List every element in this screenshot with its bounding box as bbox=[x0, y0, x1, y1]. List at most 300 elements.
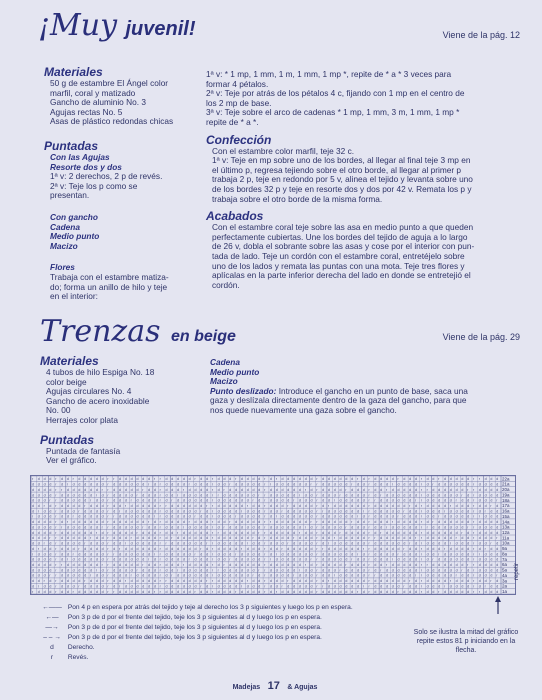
stitch-symbol: d bbox=[490, 589, 493, 594]
stitch-symbol: d bbox=[304, 482, 307, 487]
stitch-symbol: r bbox=[119, 584, 121, 589]
stitch-symbol: d bbox=[223, 509, 226, 514]
stitch-symbol: d bbox=[351, 584, 354, 589]
stitch-symbol: r bbox=[119, 509, 121, 514]
stitch-symbol: d bbox=[403, 498, 406, 503]
stitch-symbol: d bbox=[119, 530, 122, 535]
stitch-symbol: d bbox=[339, 525, 342, 530]
stitch-symbol: d bbox=[275, 541, 278, 546]
stitch-symbol: d bbox=[380, 589, 383, 594]
stitch-symbol: d bbox=[223, 541, 226, 546]
stitch-symbol: d bbox=[275, 525, 278, 530]
stitch-symbol: r bbox=[385, 525, 388, 530]
stitch-symbol: r bbox=[420, 579, 422, 584]
stitch-symbol: d bbox=[490, 493, 493, 498]
stitch-symbol: r bbox=[368, 503, 370, 508]
stitch-symbol: d bbox=[374, 562, 377, 567]
stitch-symbol: d bbox=[339, 557, 342, 562]
stitch-symbol: d bbox=[246, 477, 249, 482]
stitch-symbol: d bbox=[403, 562, 406, 567]
stitch-symbol: r bbox=[420, 552, 422, 557]
stitch-symbol: d bbox=[287, 573, 290, 578]
stitch-symbol: d bbox=[351, 568, 354, 573]
stitch-symbol: r bbox=[55, 514, 57, 519]
stitch-symbol: d bbox=[258, 546, 261, 551]
stitch-symbol: d bbox=[333, 509, 336, 514]
stitch-symbol: d bbox=[380, 584, 383, 589]
stitch-symbol: d bbox=[461, 579, 464, 584]
stitch-symbol: d bbox=[484, 536, 487, 541]
stitch-symbol: d bbox=[478, 520, 481, 525]
stitch-symbol: r bbox=[304, 562, 306, 567]
stitch-symbol: d bbox=[449, 498, 452, 503]
stitch-symbol: d bbox=[95, 482, 98, 487]
stitch-symbol: d bbox=[455, 525, 458, 530]
stitch-symbol: r bbox=[414, 536, 417, 541]
stitch-symbol: d bbox=[119, 503, 122, 508]
stitch-symbol: d bbox=[351, 509, 354, 514]
stitch-symbol: d bbox=[177, 546, 180, 551]
stitch-symbol: d bbox=[153, 525, 156, 530]
stitch-symbol: d bbox=[148, 530, 151, 535]
stitch-symbol: r bbox=[200, 546, 202, 551]
stitch-symbol: d bbox=[438, 520, 441, 525]
stitch-symbol: d bbox=[177, 498, 180, 503]
stitch-symbol: d bbox=[101, 568, 104, 573]
stitch-symbol: d bbox=[142, 552, 145, 557]
stitch-symbol: d bbox=[49, 552, 52, 557]
stitch-symbol: d bbox=[223, 477, 226, 482]
stitch-symbol: r bbox=[368, 487, 370, 492]
stitch-symbol: d bbox=[142, 482, 145, 487]
stitch-symbol: d bbox=[432, 568, 435, 573]
stitch-symbol: d bbox=[258, 552, 261, 557]
stitch-symbol: d bbox=[327, 482, 330, 487]
stitch-symbol: d bbox=[362, 477, 365, 482]
section2-viene: Viene de la pág. 29 bbox=[442, 332, 520, 342]
stitch-symbol: d bbox=[148, 573, 151, 578]
stitch-symbol: r bbox=[159, 562, 161, 567]
stitch-symbol: d bbox=[171, 557, 174, 562]
stitch-symbol: r bbox=[420, 503, 422, 508]
stitch-symbol: r bbox=[472, 536, 475, 541]
row-label: 2a bbox=[502, 583, 508, 589]
stitch-symbol: d bbox=[130, 482, 133, 487]
stitch-symbol: d bbox=[374, 482, 377, 487]
stitch-symbol: r bbox=[217, 530, 219, 535]
stitch-symbol: d bbox=[322, 525, 325, 530]
stitch-symbol: d bbox=[72, 487, 75, 492]
stitch-symbol: d bbox=[281, 568, 284, 573]
stitch-symbol: r bbox=[264, 536, 266, 541]
stitch-symbol: d bbox=[333, 562, 336, 567]
stitch-symbol: d bbox=[339, 520, 342, 525]
stitch-symbol: d bbox=[119, 573, 122, 578]
stitch-symbol: d bbox=[49, 530, 52, 535]
stitch-symbol: d bbox=[32, 536, 34, 541]
stitch-symbol: d bbox=[327, 536, 330, 541]
stitch-symbol: d bbox=[298, 525, 301, 530]
stitch-symbol: d bbox=[229, 589, 232, 594]
stitch-symbol: d bbox=[327, 530, 330, 535]
stitch-symbol: r bbox=[403, 546, 405, 551]
stitch-symbol: d bbox=[275, 487, 278, 492]
stitch-symbol: d bbox=[246, 520, 249, 525]
stitch-symbol: d bbox=[43, 584, 46, 589]
stitch-symbol: d bbox=[397, 557, 400, 562]
stitch-symbol: r bbox=[240, 546, 243, 551]
stitch-symbol: d bbox=[148, 487, 151, 492]
stitch-symbol: d bbox=[496, 482, 499, 487]
stitch-symbol: d bbox=[269, 525, 272, 530]
stitch-symbol: d bbox=[356, 509, 359, 514]
stitch-symbol: d bbox=[461, 503, 464, 508]
stitch-symbol: d bbox=[339, 546, 342, 551]
stitch-symbol: d bbox=[304, 520, 307, 525]
stitch-symbol: d bbox=[119, 498, 122, 503]
stitch-symbol: d bbox=[148, 509, 151, 514]
stitch-symbol: r bbox=[130, 573, 132, 578]
stitch-symbol: d bbox=[496, 493, 499, 498]
stitch-symbol: r bbox=[438, 477, 440, 482]
stitch-symbol: d bbox=[298, 589, 301, 594]
stitch-symbol: d bbox=[258, 579, 261, 584]
stitch-symbol: r bbox=[472, 573, 475, 578]
stitch-symbol: d bbox=[240, 514, 243, 519]
stitch-symbol: d bbox=[356, 498, 359, 503]
stitch-symbol: d bbox=[142, 589, 145, 594]
stitch-symbol: d bbox=[101, 493, 104, 498]
section2-left-col bbox=[40, 355, 210, 466]
stitch-symbol: d bbox=[374, 546, 377, 551]
stitch-symbol: r bbox=[472, 509, 475, 514]
stitch-symbol: d bbox=[171, 509, 174, 514]
stitch-symbol: d bbox=[72, 493, 75, 498]
stitch-symbol: d bbox=[333, 482, 336, 487]
stitch-symbol: r bbox=[217, 493, 219, 498]
stitch-symbol: d bbox=[467, 589, 470, 594]
confeccion-text: Con el estambre color marfil, teje 32 c. 1ª v: Teje en mp sobre uno de los bordes, al llegar al final teje 3 mp en el último p, regresa tejiendo sobre el otro borde, al llegar al primer p trabaja 2 p, teje en redondo por 5 v, alinea el tejido y levanta sobre uno de los bordes 32 p y teje en resorte dos y dos por 42 v. Remata los p y trabaja sobre el otro borde de la misma forma. bbox=[212, 145, 473, 204]
stitch-symbol: d bbox=[327, 487, 330, 492]
stitch-symbol: r bbox=[316, 520, 318, 525]
stitch-symbol: d bbox=[182, 584, 185, 589]
stitch-symbol: d bbox=[351, 589, 354, 594]
stitch-symbol: d bbox=[304, 552, 307, 557]
stitch-symbol: d bbox=[200, 536, 203, 541]
stitch-symbol: d bbox=[298, 579, 301, 584]
stitch-symbol: d bbox=[252, 579, 255, 584]
stitch-symbol: d bbox=[182, 536, 185, 541]
stitch-symbol: d bbox=[351, 546, 354, 551]
stitch-symbol: r bbox=[420, 509, 422, 514]
row-label: 1a bbox=[502, 589, 508, 594]
stitch-symbol: d bbox=[298, 509, 301, 514]
stitch-symbol: d bbox=[293, 520, 296, 525]
stitch-symbol: d bbox=[37, 562, 40, 567]
stitch-symbol: d bbox=[293, 562, 296, 567]
stitch-symbol: d bbox=[287, 487, 290, 492]
stitch-symbol: d bbox=[90, 568, 93, 573]
stitch-symbol: d bbox=[72, 520, 75, 525]
stitch-symbol: r bbox=[269, 520, 272, 525]
stitch-symbol: d bbox=[177, 482, 180, 487]
stitch-symbol: r bbox=[49, 498, 51, 503]
stitch-symbol: d bbox=[269, 552, 272, 557]
stitch-symbol: d bbox=[432, 562, 435, 567]
stitch-symbol: d bbox=[32, 520, 34, 525]
stitch-symbol: d bbox=[403, 493, 406, 498]
stitch-symbol: r bbox=[351, 520, 353, 525]
stitch-symbol: d bbox=[426, 503, 429, 508]
stitch-symbol: r bbox=[55, 546, 57, 551]
stitch-symbol: r bbox=[159, 568, 161, 573]
stitch-symbol: d bbox=[449, 482, 452, 487]
stitch-symbol: d bbox=[397, 509, 400, 514]
stitch-symbol: d bbox=[333, 546, 336, 551]
stitch-symbol: d bbox=[124, 514, 127, 519]
stitch-symbol: d bbox=[339, 514, 342, 519]
stitch-symbol: d bbox=[37, 552, 40, 557]
stitch-symbol: r bbox=[420, 487, 422, 492]
stitch-symbol: d bbox=[409, 498, 412, 503]
stitch-symbol: d bbox=[136, 552, 139, 557]
stitch-symbol: d bbox=[409, 573, 412, 578]
stitch-symbol: d bbox=[119, 589, 122, 594]
acabados-heading: Acabados bbox=[206, 209, 264, 224]
stitch-symbol: d bbox=[438, 562, 441, 567]
stitch-symbol: r bbox=[310, 557, 312, 562]
stitch-symbol: r bbox=[107, 568, 109, 573]
section1-right-col bbox=[206, 70, 524, 290]
stitch-symbol: r bbox=[449, 541, 451, 546]
stitch-symbol: d bbox=[385, 520, 388, 525]
stitch-symbol: d bbox=[304, 557, 307, 562]
materiales-heading: Materiales bbox=[44, 65, 103, 79]
stitch-symbol: d bbox=[467, 520, 470, 525]
stitch-symbol: d bbox=[113, 520, 116, 525]
stitch-symbol: d bbox=[293, 503, 296, 508]
stitch-symbol: d bbox=[455, 477, 458, 482]
stitch-symbol: d bbox=[310, 562, 313, 567]
stitch-symbol: r bbox=[496, 573, 498, 578]
stitch-symbol: d bbox=[229, 503, 232, 508]
stitch-symbol: r bbox=[385, 562, 388, 567]
stitch-symbol: d bbox=[240, 482, 243, 487]
puntadas2-heading: Puntadas bbox=[40, 432, 95, 447]
stitch-symbol: r bbox=[148, 520, 150, 525]
stitch-symbol: d bbox=[235, 503, 238, 508]
stitch-symbol: r bbox=[298, 568, 301, 573]
stitch-symbol: r bbox=[432, 520, 434, 525]
stitch-symbol: d bbox=[49, 493, 52, 498]
stitch-symbol: r bbox=[142, 562, 144, 567]
stitch-symbol: d bbox=[188, 514, 191, 519]
stitch-symbol: d bbox=[438, 493, 441, 498]
stitch-symbol: r bbox=[351, 557, 353, 562]
stitch-symbol: d bbox=[90, 530, 93, 535]
knitting-chart-grid bbox=[31, 476, 515, 594]
stitch-symbol: d bbox=[66, 552, 69, 557]
stitch-symbol: d bbox=[235, 525, 238, 530]
stitch-symbol: d bbox=[438, 482, 441, 487]
stitch-symbol: d bbox=[461, 525, 464, 530]
stitch-symbol: d bbox=[136, 536, 139, 541]
stitch-symbol: d bbox=[119, 536, 122, 541]
stitch-symbol: r bbox=[153, 552, 156, 557]
stitch-symbol: d bbox=[235, 536, 238, 541]
stitch-symbol: r bbox=[159, 579, 161, 584]
stitch-symbol: r bbox=[107, 525, 109, 530]
stitch-symbol: d bbox=[206, 536, 209, 541]
stitch-symbol: d bbox=[235, 562, 238, 567]
stitch-symbol: d bbox=[339, 589, 342, 594]
stitch-symbol: d bbox=[432, 589, 435, 594]
stitch-symbol: d bbox=[49, 503, 52, 508]
stitch-symbol: d bbox=[275, 493, 278, 498]
stitch-symbol: r bbox=[159, 520, 161, 525]
stitch-symbol: d bbox=[356, 503, 359, 508]
stitch-symbol: d bbox=[432, 584, 435, 589]
stitch-symbol: d bbox=[449, 514, 452, 519]
stitch-symbol: r bbox=[72, 589, 74, 594]
chart-start-arrow bbox=[494, 596, 502, 614]
stitch-symbol: d bbox=[287, 514, 290, 519]
stitch-symbol: d bbox=[136, 509, 139, 514]
stitch-symbol: d bbox=[345, 541, 348, 546]
stitch-symbol: d bbox=[443, 498, 446, 503]
stitch-symbol: d bbox=[101, 579, 104, 584]
stitch-symbol: d bbox=[403, 557, 406, 562]
stitch-symbol: d bbox=[200, 514, 203, 519]
stitch-symbol: d bbox=[223, 552, 226, 557]
stitch-symbol: d bbox=[84, 562, 87, 567]
stitch-symbol: d bbox=[200, 557, 203, 562]
stitch-symbol: r bbox=[264, 562, 266, 567]
stitch-symbol: d bbox=[165, 573, 168, 578]
stitch-symbol: r bbox=[66, 520, 69, 525]
stitch-symbol: r bbox=[339, 530, 341, 535]
stitch-symbol: d bbox=[374, 530, 377, 535]
materiales-list: 50 g de estambre El Ángel color marfil, coral y matizado Gancho de aluminio No. 3 Agujas rectas No. 5 Asas de plástico redondas chicas bbox=[50, 78, 174, 127]
stitch-symbol: d bbox=[84, 477, 87, 482]
stitch-symbol: d bbox=[229, 552, 232, 557]
stitch-symbol: d bbox=[217, 573, 220, 578]
stitch-symbol: d bbox=[333, 568, 336, 573]
stitch-symbol: r bbox=[316, 562, 318, 567]
stitch-symbol: d bbox=[409, 487, 412, 492]
stitch-symbol: d bbox=[240, 493, 243, 498]
stitch-symbol: d bbox=[165, 562, 168, 567]
stitch-symbol: d bbox=[490, 525, 493, 530]
stitch-symbol: d bbox=[362, 552, 365, 557]
stitch-symbol: d bbox=[72, 568, 75, 573]
stitch-symbol: r bbox=[432, 482, 434, 487]
stitch-symbol: d bbox=[455, 520, 458, 525]
stitch-symbol: d bbox=[142, 541, 145, 546]
stitch-symbol: d bbox=[130, 530, 133, 535]
stitch-symbol: r bbox=[182, 525, 185, 530]
stitch-symbol: d bbox=[351, 562, 354, 567]
stitch-symbol: d bbox=[414, 579, 417, 584]
section2-right-col: Cadena Medio punto Macizo Punto deslizado: Introduce el gancho en un punto de base, saca una gaza y deslízala directamente dentro de la gaza del gancho, para que nos quede nuevamente una gaza sobre el gancho. bbox=[210, 358, 522, 416]
stitch-symbol: d bbox=[194, 493, 197, 498]
stitch-symbol: d bbox=[362, 520, 365, 525]
stitch-symbol: d bbox=[438, 568, 441, 573]
stitch-symbol: r bbox=[420, 584, 422, 589]
stitch-symbol: d bbox=[374, 568, 377, 573]
stitch-symbol: r bbox=[211, 552, 214, 557]
stitch-symbol: d bbox=[409, 562, 412, 567]
stitch-symbol: r bbox=[211, 536, 214, 541]
stitch-symbol: d bbox=[217, 546, 220, 551]
stitch-symbol: d bbox=[455, 509, 458, 514]
stitch-symbol: d bbox=[130, 503, 133, 508]
stitch-symbol: d bbox=[66, 584, 69, 589]
stitch-symbol: r bbox=[55, 487, 57, 492]
stitch-symbol: d bbox=[78, 482, 81, 487]
stitch-symbol: d bbox=[66, 509, 69, 514]
stitch-symbol: d bbox=[84, 552, 87, 557]
stitch-symbol: d bbox=[200, 493, 203, 498]
stitch-symbol: d bbox=[206, 493, 209, 498]
stitch-symbol: d bbox=[130, 589, 133, 594]
stitch-symbol: d bbox=[333, 579, 336, 584]
stitch-symbol: d bbox=[153, 557, 156, 562]
stitch-symbol: d bbox=[443, 589, 446, 594]
stitch-symbol: d bbox=[177, 579, 180, 584]
stitch-symbol: r bbox=[229, 482, 231, 487]
stitch-symbol: d bbox=[438, 546, 441, 551]
stitch-symbol: d bbox=[490, 487, 493, 492]
stitch-symbol: d bbox=[322, 477, 325, 482]
stitch-symbol: d bbox=[484, 503, 487, 508]
stitch-symbol: d bbox=[32, 541, 34, 546]
stitch-symbol: d bbox=[269, 514, 272, 519]
section2-title bbox=[40, 312, 300, 354]
stitch-symbol: d bbox=[269, 487, 272, 492]
stitch-symbol: d bbox=[409, 589, 412, 594]
stitch-symbol: r bbox=[472, 589, 475, 594]
stitch-symbol: d bbox=[101, 498, 104, 503]
stitch-symbol: r bbox=[61, 562, 63, 567]
stitch-symbol: d bbox=[351, 541, 354, 546]
stitch-symbol: d bbox=[240, 498, 243, 503]
stitch-symbol: d bbox=[165, 546, 168, 551]
stitch-symbol: d bbox=[246, 493, 249, 498]
stitch-symbol: d bbox=[217, 579, 220, 584]
stitch-symbol: d bbox=[90, 589, 93, 594]
stitch-symbol: d bbox=[101, 503, 104, 508]
stitch-symbol: d bbox=[414, 530, 417, 535]
stitch-symbol: d bbox=[310, 552, 313, 557]
stitch-symbol: r bbox=[478, 552, 480, 557]
stitch-symbol: r bbox=[55, 525, 57, 530]
stitch-symbol: d bbox=[61, 546, 64, 551]
stitch-symbol: d bbox=[188, 541, 191, 546]
stitch-symbol: d bbox=[66, 525, 69, 530]
stitch-symbol: d bbox=[177, 557, 180, 562]
stitch-symbol: d bbox=[90, 493, 93, 498]
stitch-symbol: d bbox=[351, 536, 354, 541]
stitch-symbol: d bbox=[246, 498, 249, 503]
stitch-symbol: r bbox=[159, 573, 161, 578]
stitch-symbol: d bbox=[391, 552, 394, 557]
stitch-symbol: r bbox=[107, 509, 109, 514]
stitch-symbol: d bbox=[113, 498, 116, 503]
stitch-symbol: d bbox=[293, 525, 296, 530]
stitch-symbol: d bbox=[78, 487, 81, 492]
stitch-symbol: d bbox=[298, 546, 301, 551]
